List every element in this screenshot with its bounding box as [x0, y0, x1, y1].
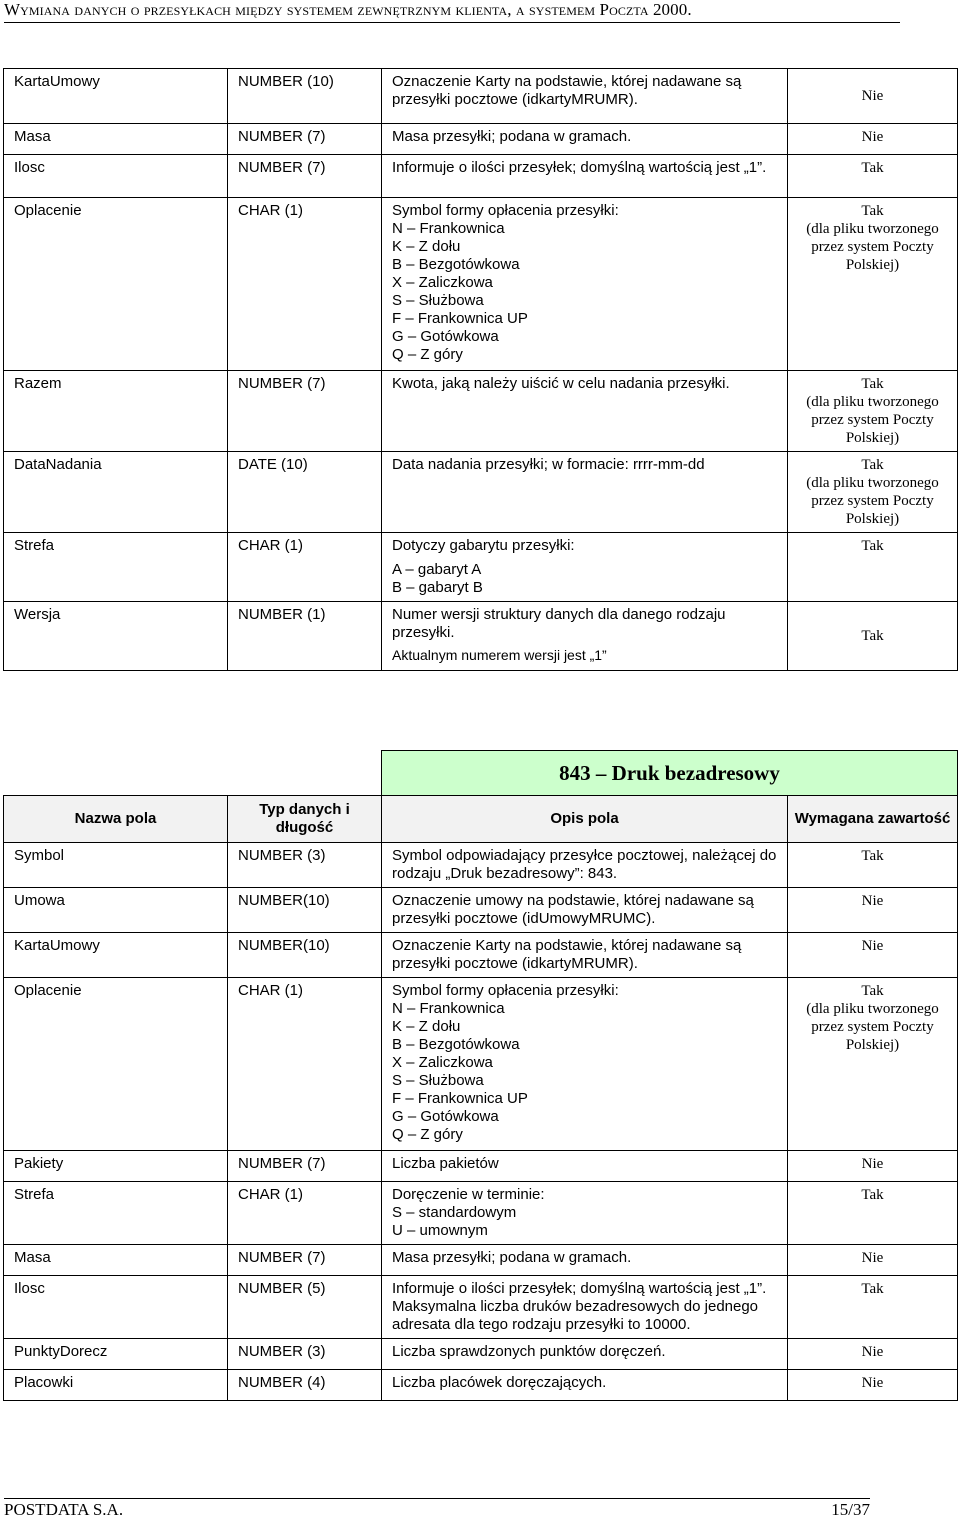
required-line: Tak: [861, 538, 884, 554]
field-required: [788, 155, 958, 198]
table-row: [4, 124, 958, 155]
table-row: [4, 1245, 958, 1276]
field-required: [788, 124, 958, 155]
field-description: [382, 124, 788, 155]
required-line: Tak: [861, 848, 884, 864]
field-type: NUMBER (10): [228, 69, 382, 124]
field-required: [788, 1151, 958, 1182]
description-line: A – gabaryt A: [392, 561, 482, 578]
field-description: [382, 198, 788, 371]
header-required: Wymagana zawartość: [788, 796, 958, 843]
required-line: Tak: [861, 1187, 884, 1203]
required-line: przez system Poczty: [811, 412, 934, 428]
description-line: Masa przesyłki; podana w gramach.: [392, 128, 632, 145]
field-name: KartaUmowy: [4, 69, 228, 124]
required-line: Tak: [861, 203, 884, 219]
field-description: [382, 933, 788, 978]
required-line: Tak: [861, 628, 884, 644]
required-line: Polskiej): [845, 257, 900, 273]
description-line: Q – Z góry: [392, 1126, 463, 1143]
field-required: [788, 1245, 958, 1276]
description-line: K – Z dołu: [392, 238, 461, 255]
field-type: NUMBER(10): [228, 888, 382, 933]
field-required: [788, 533, 958, 602]
table-title-row: [4, 751, 958, 796]
field-description: [382, 978, 788, 1151]
description-line: Liczba sprawdzonych punktów doręczeń.: [392, 1343, 666, 1360]
required-line: przez system Poczty: [811, 493, 934, 509]
table-row: [4, 155, 958, 198]
required-line: Tak: [861, 983, 884, 999]
title-spacer: [228, 751, 382, 796]
field-description: [382, 843, 788, 888]
field-name: Oplacenie: [4, 198, 228, 371]
required-line: Nie: [861, 1156, 884, 1172]
field-type: NUMBER (4): [228, 1370, 382, 1401]
field-description: [382, 1339, 788, 1370]
table-row: [4, 978, 958, 1151]
field-description: [382, 155, 788, 198]
required-line: (dla pliku tworzonego: [806, 221, 939, 237]
required-line: Nie: [861, 1344, 884, 1360]
required-line: Nie: [861, 1250, 884, 1266]
required-line: Nie: [861, 893, 884, 909]
required-line: (dla pliku tworzonego: [806, 475, 939, 491]
required-line: (dla pliku tworzonego: [806, 1001, 939, 1017]
description-line: Q – Z góry: [392, 346, 463, 363]
field-name: Umowa: [4, 888, 228, 933]
field-type: CHAR (1): [228, 978, 382, 1151]
description-line: G – Gotówkowa: [392, 328, 499, 345]
description-line: Liczba pakietów: [392, 1155, 499, 1172]
table-row: [4, 888, 958, 933]
table-row: [4, 452, 958, 533]
description-line: Oznaczenie Karty na podstawie, której nadawane są przesyłki pocztowe (idkartyMRUMR).: [392, 73, 742, 108]
header-type: Typ danych i długość: [228, 796, 382, 843]
description-line: U – umownym: [392, 1222, 488, 1239]
description-line: S – Służbowa: [392, 1072, 484, 1089]
field-required: [788, 843, 958, 888]
field-description: [382, 533, 788, 602]
description-line: Liczba placówek doręczających.: [392, 1374, 607, 1391]
field-name: Wersja: [4, 602, 228, 671]
company-name: POSTDATA S.A.: [4, 1500, 124, 1519]
description-line: S – Służbowa: [392, 292, 484, 309]
section-title: 843 – Druk bezadresowy: [382, 751, 958, 796]
field-name: Symbol: [4, 843, 228, 888]
required-line: Tak: [861, 160, 884, 176]
description-line: S – standardowym: [392, 1204, 517, 1221]
table-row: [4, 1182, 958, 1245]
required-line: Nie: [861, 1375, 884, 1391]
field-description: [382, 888, 788, 933]
field-description: [382, 452, 788, 533]
description-line: B – Bezgotówkowa: [392, 1036, 520, 1053]
field-required: [788, 978, 958, 1151]
field-name: Masa: [4, 124, 228, 155]
field-type: CHAR (1): [228, 533, 382, 602]
table-header-row: [4, 796, 958, 843]
header-name: Nazwa pola: [4, 796, 228, 843]
description-line: Dotyczy gabarytu przesyłki:: [392, 537, 575, 554]
required-line: Nie: [861, 88, 884, 104]
table-row: [4, 198, 958, 371]
field-type: CHAR (1): [228, 198, 382, 371]
field-type: DATE (10): [228, 452, 382, 533]
field-name: Razem: [4, 371, 228, 452]
field-name: Strefa: [4, 1182, 228, 1245]
field-type: NUMBER (7): [228, 124, 382, 155]
description-line: X – Zaliczkowa: [392, 1054, 493, 1071]
table-row: [4, 69, 958, 124]
description-line: Oznaczenie Karty na podstawie, której nadawane są przesyłki pocztowe (idkartyMRUMR).: [392, 937, 742, 972]
table-row: [4, 1151, 958, 1182]
field-name: Placowki: [4, 1370, 228, 1401]
field-description: [382, 69, 788, 124]
required-line: Polskiej): [845, 1037, 900, 1053]
table-row: [4, 1276, 958, 1339]
description-line: G – Gotówkowa: [392, 1108, 499, 1125]
field-type: NUMBER (3): [228, 1339, 382, 1370]
description-line: B – Bezgotówkowa: [392, 256, 520, 273]
description-line: Masa przesyłki; podana w gramach.: [392, 1249, 632, 1266]
description-line: N – Frankownica: [392, 220, 505, 237]
field-name: Pakiety: [4, 1151, 228, 1182]
field-type: NUMBER (1): [228, 602, 382, 671]
required-line: przez system Poczty: [811, 1019, 934, 1035]
field-name: Ilosc: [4, 1276, 228, 1339]
druk-bezadresowy-table: [3, 750, 958, 1401]
field-description: [382, 602, 788, 671]
required-line: przez system Poczty: [811, 239, 934, 255]
required-line: Tak: [861, 376, 884, 392]
description-line: Data nadania przesyłki; w formacie: rrrr-mm-dd: [392, 456, 705, 473]
required-line: Tak: [861, 1281, 884, 1297]
required-line: Nie: [861, 129, 884, 145]
table-row: [4, 933, 958, 978]
page-footer: [4, 1498, 870, 1518]
description-line: K – Z dołu: [392, 1018, 461, 1035]
required-line: Polskiej): [845, 430, 900, 446]
field-required: [788, 888, 958, 933]
field-name: Strefa: [4, 533, 228, 602]
description-line: Informuje o ilości przesyłek; domyślną wartością jest „1”. Maksymalna liczba druków bezadresowych do jednego adresata dla tego rodzaju przesyłki to 10000.: [392, 1280, 767, 1333]
description-line: Doręczenie w terminie:: [392, 1186, 545, 1203]
field-required: [788, 933, 958, 978]
field-required: [788, 198, 958, 371]
field-type: NUMBER (7): [228, 371, 382, 452]
field-name: PunktyDorecz: [4, 1339, 228, 1370]
description-line: Symbol odpowiadający przesyłce pocztowej, należącej do rodzaju „Druk bezadresowy”: 843.: [392, 847, 777, 882]
field-name: Oplacenie: [4, 978, 228, 1151]
field-type: NUMBER (3): [228, 843, 382, 888]
field-required: [788, 1370, 958, 1401]
description-line: X – Zaliczkowa: [392, 274, 493, 291]
page-number: 15/37: [831, 1500, 870, 1519]
table-row: [4, 1370, 958, 1401]
table-row: [4, 602, 958, 671]
field-name: DataNadania: [4, 452, 228, 533]
field-required: [788, 452, 958, 533]
required-line: Polskiej): [845, 511, 900, 527]
field-description: [382, 1245, 788, 1276]
required-line: Nie: [861, 938, 884, 954]
table-row: [4, 371, 958, 452]
field-required: [788, 1339, 958, 1370]
description-line: B – gabaryt B: [392, 579, 483, 596]
field-type: NUMBER (7): [228, 1151, 382, 1182]
field-required: [788, 602, 958, 671]
description-line: Symbol formy opłacenia przesyłki:: [392, 202, 619, 219]
table-row: [4, 843, 958, 888]
field-description: [382, 1182, 788, 1245]
description-line: Aktualnym numerem wersji jest „1”: [392, 647, 607, 663]
description-line: F – Frankownica UP: [392, 310, 528, 327]
title-spacer: [4, 751, 228, 796]
field-description: [382, 1151, 788, 1182]
description-line: Kwota, jaką należy uiścić w celu nadania przesyłki.: [392, 375, 730, 392]
field-type: NUMBER (7): [228, 1245, 382, 1276]
page-header: Wymiana danych o przesyłkach między systemem zewnętrznym klienta, a systemem Poczta 2000.: [4, 0, 900, 23]
field-type: NUMBER(10): [228, 933, 382, 978]
header-desc: Opis pola: [382, 796, 788, 843]
required-line: (dla pliku tworzonego: [806, 394, 939, 410]
field-required: [788, 1182, 958, 1245]
description-line: F – Frankownica UP: [392, 1090, 528, 1107]
field-type: NUMBER (7): [228, 155, 382, 198]
field-name: Ilosc: [4, 155, 228, 198]
description-line: Numer wersji struktury danych dla danego rodzaju przesyłki.: [392, 606, 726, 641]
field-type: NUMBER (5): [228, 1276, 382, 1339]
field-required: [788, 1276, 958, 1339]
description-line: Symbol formy opłacenia przesyłki:: [392, 982, 619, 999]
description-line: Informuje o ilości przesyłek; domyślną wartością jest „1”.: [392, 159, 767, 176]
field-name: Masa: [4, 1245, 228, 1276]
field-description: [382, 1370, 788, 1401]
table-row: [4, 1339, 958, 1370]
table-row: [4, 533, 958, 602]
field-description: [382, 1276, 788, 1339]
field-required: [788, 371, 958, 452]
description-line: N – Frankownica: [392, 1000, 505, 1017]
fields-table-continued: [3, 68, 958, 671]
field-description: [382, 371, 788, 452]
description-line: Oznaczenie umowy na podstawie, której nadawane są przesyłki pocztowe (idUmowyMRUMC).: [392, 892, 754, 927]
field-required: [788, 69, 958, 124]
field-type: CHAR (1): [228, 1182, 382, 1245]
required-line: Tak: [861, 457, 884, 473]
field-name: KartaUmowy: [4, 933, 228, 978]
